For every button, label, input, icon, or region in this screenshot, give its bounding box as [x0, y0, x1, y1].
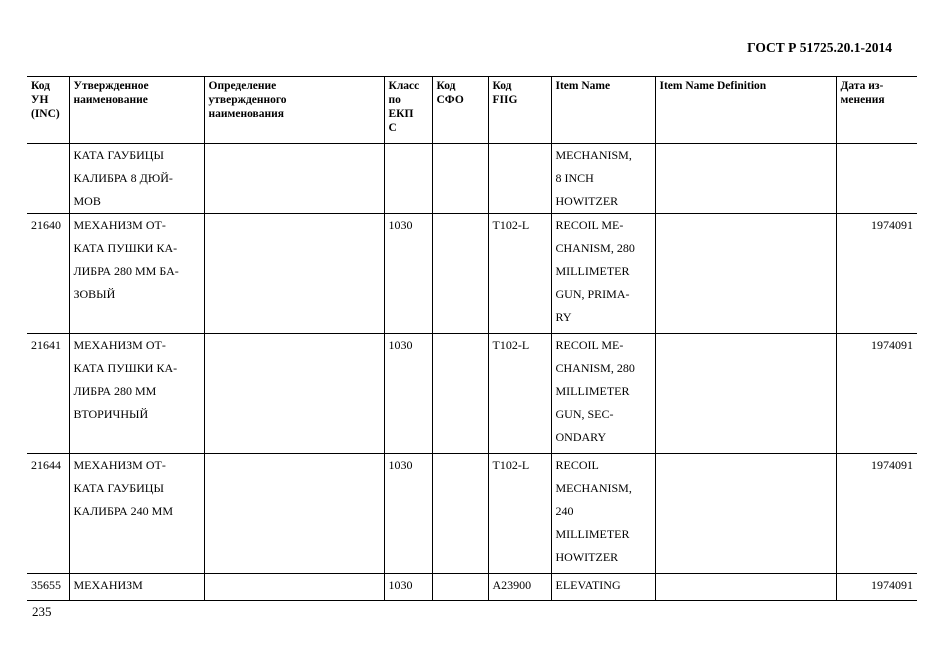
cell-item-name: ELEVATING: [551, 574, 655, 601]
cell-item-name: MECHANISM, 8 INCH HOWITZER: [551, 144, 655, 214]
cell-item-name: RECOIL ME- CHANISM, 280 MILLIMETER GUN, PRIMA- RY: [551, 214, 655, 334]
cell-sfo: [432, 214, 488, 334]
header-cell-fiig: Код FIIG: [488, 77, 551, 144]
table-row: [27, 144, 917, 214]
cell-definition: [204, 574, 384, 601]
cell-code: 21641: [27, 334, 69, 454]
cell-item-definition: [655, 214, 836, 334]
cell-sfo: [432, 454, 488, 574]
header-cell-item-name: Item Name: [551, 77, 655, 144]
header-cell-class: Класс по ЕКП С: [384, 77, 432, 144]
cell-date: 1974091: [836, 574, 917, 601]
cell-class: 1030: [384, 334, 432, 454]
header-cell-code: Код УН (INC): [27, 77, 69, 144]
cell-date: 1974091: [836, 214, 917, 334]
cell-code: 21644: [27, 454, 69, 574]
cell-sfo: [432, 334, 488, 454]
table-row: [27, 214, 917, 334]
header-cell-sfo: Код СФО: [432, 77, 488, 144]
cell-fiig: A23900: [488, 574, 551, 601]
cell-date: 1974091: [836, 334, 917, 454]
header-cell-item-definition: Item Name Definition: [655, 77, 836, 144]
cell-definition: [204, 214, 384, 334]
cell-code: [27, 144, 69, 214]
document-standard-id: ГОСТ Р 51725.20.1-2014: [747, 40, 892, 55]
table-row: [27, 454, 917, 574]
cell-class: 1030: [384, 574, 432, 601]
cell-definition: [204, 334, 384, 454]
nomenclature-table: [27, 76, 917, 601]
header-cell-definition: Определение утвержденного наименования: [204, 77, 384, 144]
header-cell-date: Дата из- менения: [836, 77, 917, 144]
cell-class: 1030: [384, 214, 432, 334]
cell-name: МЕХАНИЗМ ОТ- КАТА ГАУБИЦЫ КАЛИБРА 240 ММ: [69, 454, 204, 574]
cell-fiig: T102-L: [488, 334, 551, 454]
cell-date: [836, 144, 917, 214]
cell-name: КАТА ГАУБИЦЫ КАЛИБРА 8 ДЮЙ- МОВ: [69, 144, 204, 214]
cell-name: МЕХАНИЗМ: [69, 574, 204, 601]
cell-code: 21640: [27, 214, 69, 334]
cell-code: 35655: [27, 574, 69, 601]
cell-item-definition: [655, 144, 836, 214]
cell-fiig: T102-L: [488, 454, 551, 574]
cell-fiig: [488, 144, 551, 214]
cell-sfo: [432, 574, 488, 601]
table-header-row: [27, 77, 917, 144]
cell-name: МЕХАНИЗМ ОТ- КАТА ПУШКИ КА- ЛИБРА 280 ММ БА- ЗОВЫЙ: [69, 214, 204, 334]
cell-class: [384, 144, 432, 214]
cell-item-name: RECOIL ME- CHANISM, 280 MILLIMETER GUN, SEC- ONDARY: [551, 334, 655, 454]
cell-name: МЕХАНИЗМ ОТ- КАТА ПУШКИ КА- ЛИБРА 280 ММ ВТОРИЧНЫЙ: [69, 334, 204, 454]
cell-item-definition: [655, 454, 836, 574]
cell-item-definition: [655, 334, 836, 454]
header-cell-name: Утвержденное наименование: [69, 77, 204, 144]
page-number: 235: [32, 604, 52, 619]
cell-definition: [204, 454, 384, 574]
cell-sfo: [432, 144, 488, 214]
cell-item-name: RECOIL MECHANISM, 240 MILLIMETER HOWITZER: [551, 454, 655, 574]
cell-fiig: T102-L: [488, 214, 551, 334]
cell-definition: [204, 144, 384, 214]
cell-date: 1974091: [836, 454, 917, 574]
table-row: [27, 574, 917, 601]
cell-class: 1030: [384, 454, 432, 574]
cell-item-definition: [655, 574, 836, 601]
table-row: [27, 334, 917, 454]
